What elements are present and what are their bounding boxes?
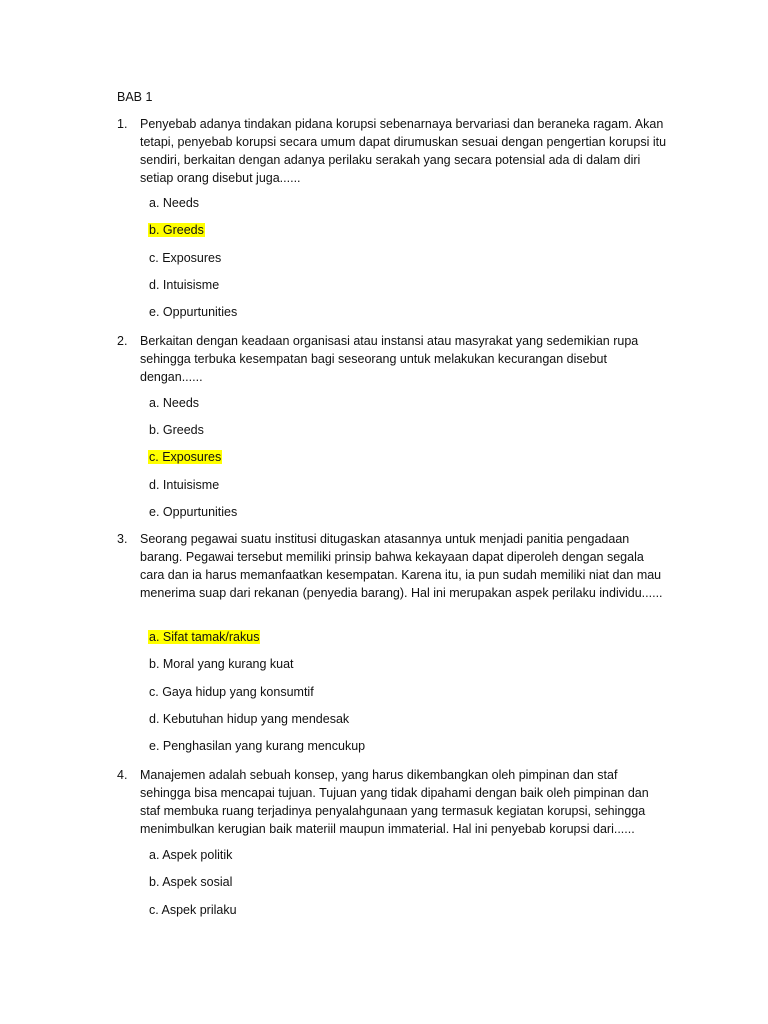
question-3 <box>117 530 677 602</box>
option-text: c. Exposures <box>149 450 222 464</box>
question-2 <box>117 332 677 386</box>
option-text: e. Penghasilan yang kurang mencukup <box>149 739 366 753</box>
option-text: b. Aspek sosial <box>149 875 233 889</box>
option-text: a. Sifat tamak/rakus <box>149 630 260 644</box>
question-1 <box>117 115 677 187</box>
option-text: c. Gaya hidup yang konsumtif <box>149 685 314 699</box>
option-text: e. Oppurtunities <box>149 305 238 319</box>
option-text: a. Aspek politik <box>149 848 233 862</box>
option-text: d. Intuisisme <box>149 478 220 492</box>
question-4 <box>117 766 677 838</box>
option-text: b. Greeds <box>149 223 204 237</box>
option-2d <box>148 477 220 494</box>
question-number: 3. <box>117 532 128 546</box>
question-number: 4. <box>117 768 128 782</box>
question-text: Berkaitan dengan keadaan organisasi atau instansi atau masyrakat yang sedemikian rupa sehingga terbuka kesempatan bagi seseorang untuk melakukan kecurangan disebut dengan...... <box>140 334 639 384</box>
option-1d <box>148 277 220 294</box>
option-1c <box>148 250 222 267</box>
option-2e <box>148 504 238 521</box>
option-1e <box>148 304 238 321</box>
option-text: b. Moral yang kurang kuat <box>149 657 294 671</box>
option-2c <box>148 449 222 466</box>
option-text: e. Oppurtunities <box>149 505 238 519</box>
option-4b <box>148 874 233 891</box>
question-number: 2. <box>117 334 128 348</box>
option-2a <box>148 395 200 412</box>
option-text: b. Greeds <box>149 423 204 437</box>
option-2b <box>148 422 205 439</box>
option-4a <box>148 847 233 864</box>
option-1b <box>148 222 205 239</box>
question-text: Penyebab adanya tindakan pidana korupsi sebenarnaya bervariasi dan beraneka ragam. Akan tetapi, penyebab korupsi secara umum dapat dirumuskan sesuai dengan pengertian korupsi itu sendiri, berkaitan dengan adanya perilaku serakah yang secara potensial ada di dalam diri setiap orang disebut juga...... <box>140 117 667 185</box>
option-3c <box>148 684 315 701</box>
question-text: Seorang pegawai suatu institusi ditugaskan atasannya untuk menjadi panitia pengadaan barang. Pegawai tersebut memiliki prinsip bahwa kekayaan dapat diperoleh dengan segala cara dan ia harus memanfaatkan kesempatan. Karena itu, ia pun sudah memiliki niat dan mau menerima suap dari rekanan (penyedia barang). Hal ini merupakan aspek perilaku individu...... <box>140 532 663 600</box>
chapter-heading: BAB 1 <box>117 90 153 104</box>
option-4c <box>148 902 238 919</box>
option-3a <box>148 629 260 646</box>
option-text: c. Exposures <box>149 251 222 265</box>
option-text: c. Aspek prilaku <box>149 903 237 917</box>
option-text: d. Kebutuhan hidup yang mendesak <box>149 712 350 726</box>
question-number: 1. <box>117 117 128 131</box>
question-text: Manajemen adalah sebuah konsep, yang harus dikembangkan oleh pimpinan dan staf sehingga bisa mencapai tujuan. Tujuan yang tidak dipahami dengan baik oleh pimpinan dan staf membuka ruang terjadinya penyalahgunaan yang termasuk kegiatan korupsi, sehingga menimbulkan kerugian baik materiil maupun immaterial. Hal ini penyebab korupsi dari...... <box>140 768 649 836</box>
option-text: d. Intuisisme <box>149 278 220 292</box>
option-3b <box>148 656 295 673</box>
option-3d <box>148 711 350 728</box>
option-text: a. Needs <box>149 396 200 410</box>
option-3e <box>148 738 366 755</box>
option-text: a. Needs <box>149 196 200 210</box>
option-1a <box>148 195 200 212</box>
